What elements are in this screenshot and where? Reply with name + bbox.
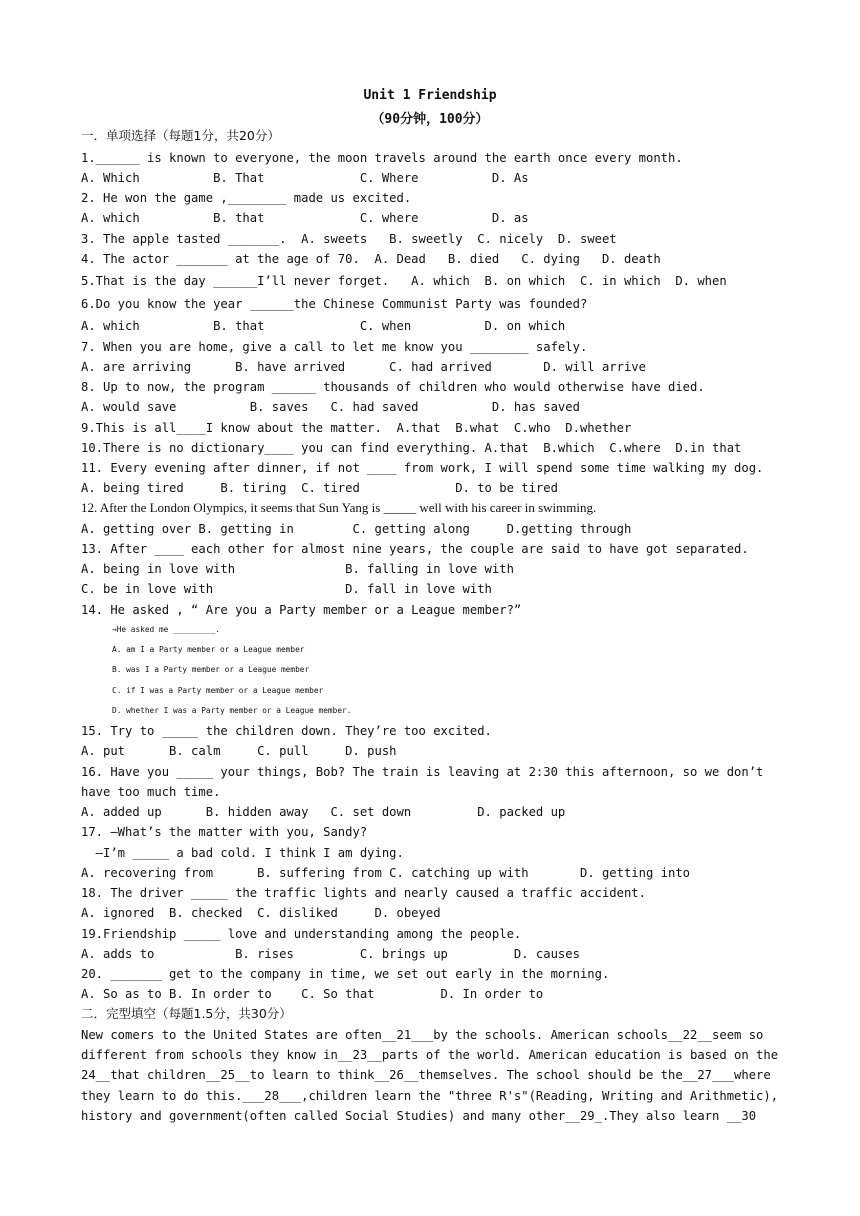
question-line: have too much time. [81,785,221,799]
q14-option: B. was I a Party member or a League member [112,665,310,674]
options-line: A. which B. that C. when D. on which [81,319,566,333]
options-line: A. So as to B. In order to C. So that D. In order to [81,987,544,1001]
q14-option: D. whether I was a Party member or a League member. [112,706,352,715]
options-line: A. being in love with B. falling in love with [81,562,514,576]
question-line: 6.Do you know the year ______the Chinese Communist Party was founded? [81,297,588,311]
question-line: 5.That is the day ______I’ll never forget. A. which B. on which C. in which D. when [81,274,727,288]
options-line: A. getting over B. getting in C. getting along D.getting through [81,522,632,536]
cloze-passage-line: New comers to the United States are often__21___by the schools. American schools__22__seem so [81,1028,764,1042]
question-line: 2. He won the game ,________ made us excited. [81,191,412,205]
options-line: A. ignored B. checked C. disliked D. obeyed [81,906,441,920]
question-line: 15. Try to _____ the children down. They’re too excited. [81,724,492,738]
page-subtitle: （90分钟，100分） [371,112,489,127]
options-line: A. are arriving B. have arrived C. had arrived D. will arrive [81,360,646,374]
section-1-heading: 一．单项选择（每题1分，共20分） [81,128,280,143]
question-line: 13. After ____ each other for almost nine years, the couple are said to have got separated. [81,542,749,556]
question-line: 18. The driver _____ the traffic lights and nearly caused a traffic accident. [81,886,646,900]
options-line: A. would save B. saves C. had saved D. has saved [81,400,580,414]
cloze-passage-line: they learn to do this.___28___,children learn the "three R's"(Reading, Writing and Arithmetic), [81,1089,779,1103]
question-line: 19.Friendship _____ love and understanding among the people. [81,927,522,941]
cloze-passage-line: 24__that children__25__to learn to think__26__themselves. The school should be the__27___where [81,1068,771,1082]
question-line: 20. _______ get to the company in time, we set out early in the morning. [81,967,610,981]
options-line: A. which B. that C. where D. as [81,211,529,225]
options-line: A. Which B. That C. Where D. As [81,171,529,185]
question-line: 4. The actor _______ at the age of 70. A. Dead B. died C. dying D. death [81,252,661,266]
options-line: C. be in love with D. fall in love with [81,582,492,596]
question-line: 11. Every evening after dinner, if not ____ from work, I will spend some time walking my dog. [81,461,764,475]
question-line: 10.There is no dictionary____ you can find everything. A.that B.which C.where D.in that [81,441,742,455]
question-line: 16. Have you _____ your things, Bob? The train is leaving at 2:30 this afternoon, so we don’t [81,765,764,779]
page-title: Unit 1 Friendship [363,88,497,103]
options-line: A. recovering from B. suffering from C. catching up with D. getting into [81,866,691,880]
cloze-passage-line: history and government(often called Social Studies) and many other__29_.They also learn __30 [81,1109,757,1123]
options-line: A. being tired B. tiring C. tired D. to be tired [81,481,558,495]
section-2-heading: 二．完型填空（每题1.5分，共30分） [81,1006,292,1021]
options-line: A. adds to B. rises C. brings up D. causes [81,947,580,961]
question-line: 8. Up to now, the program ______ thousands of children who would otherwise have died. [81,380,705,394]
question-line: 14. He asked , “ Are you a Party member or a League member?” [81,603,522,617]
q14-option: A. am I a Party member or a League member [112,645,305,654]
question-line: 1.______ is known to everyone, the moon travels around the earth once every month. [81,151,683,165]
question-line: —I’m _____ a bad cold. I think I am dying. [81,846,404,860]
question-line: 17. —What’s the matter with you, Sandy? [81,825,368,839]
q14-option: C. if I was a Party member or a League member [112,686,324,695]
options-line: A. added up B. hidden away C. set down D. packed up [81,805,566,819]
question-line: 12. After the London Olympics, it seems that Sun Yang is _____ well with his career in swimming. [81,500,597,515]
options-line: A. put B. calm C. pull D. push [81,744,397,758]
q14-option: →He asked me _________. [112,625,220,634]
question-line: 7. When you are home, give a call to let me know you ________ safely. [81,340,588,354]
question-line: 3. The apple tasted _______. A. sweets B. sweetly C. nicely D. sweet [81,232,617,246]
question-line: 9.This is all____I know about the matter. A.that B.what C.who D.whether [81,421,632,435]
cloze-passage-line: different from schools they know in__23__parts of the world. American education is based on the [81,1048,779,1062]
